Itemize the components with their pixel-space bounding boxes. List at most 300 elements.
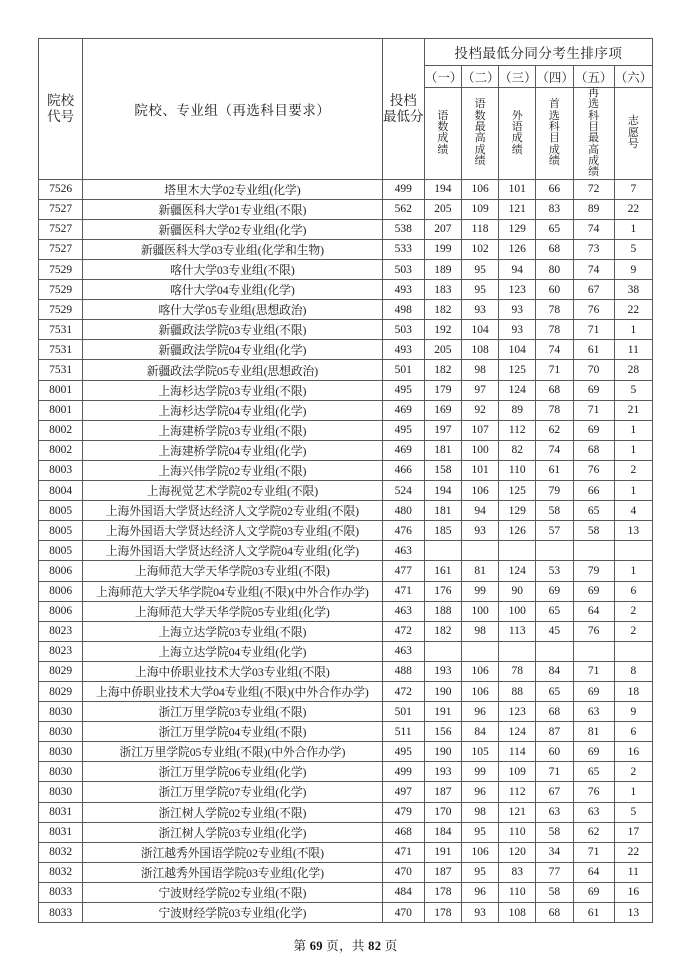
cell-rank-3: 125	[499, 481, 536, 501]
header-rank-label-2	[461, 88, 498, 180]
table-row	[39, 541, 653, 561]
cell-rank-1: 178	[424, 903, 461, 923]
table-row	[39, 581, 653, 601]
cell-rank-2	[461, 641, 498, 661]
cell-min-score: 477	[382, 561, 424, 581]
cell-rank-2: 93	[461, 521, 498, 541]
cell-rank-6: 16	[614, 882, 652, 902]
header-label-char: 愿	[627, 126, 639, 139]
cell-rank-3: 104	[499, 340, 536, 360]
cell-rank-3: 101	[499, 179, 536, 199]
cell-rank-2: 106	[461, 481, 498, 501]
header-rank-label-3	[499, 88, 536, 180]
cell-school-major-group: 喀什大学04专业组(化学)	[83, 280, 382, 300]
cell-school-code: 8029	[39, 681, 83, 701]
cell-rank-5: 66	[573, 481, 614, 501]
cell-rank-2: 92	[461, 400, 498, 420]
cell-rank-1: 205	[424, 340, 461, 360]
table-row	[39, 722, 653, 742]
cell-min-score: 463	[382, 541, 424, 561]
footer-prefix: 第	[293, 939, 307, 953]
cell-rank-2: 109	[461, 199, 498, 219]
cell-school-code: 8003	[39, 460, 83, 480]
header-rank-label-6	[614, 88, 652, 180]
header-row-group	[39, 39, 653, 66]
cell-school-code: 7531	[39, 340, 83, 360]
cell-rank-3: 120	[499, 842, 536, 862]
cell-rank-1: 191	[424, 842, 461, 862]
cell-rank-3: 125	[499, 360, 536, 380]
cell-rank-3: 93	[499, 320, 536, 340]
cell-rank-3: 112	[499, 420, 536, 440]
cell-rank-2	[461, 541, 498, 561]
table-row	[39, 460, 653, 480]
cell-rank-6: 1	[614, 440, 652, 460]
cell-rank-6: 18	[614, 681, 652, 701]
cell-rank-6: 13	[614, 903, 652, 923]
cell-rank-2: 97	[461, 380, 498, 400]
cell-school-code: 7529	[39, 300, 83, 320]
header-rank-num-3: （三）	[499, 66, 536, 88]
cell-rank-3: 88	[499, 681, 536, 701]
cell-rank-4: 78	[536, 300, 573, 320]
cell-rank-5: 62	[573, 822, 614, 842]
cell-rank-4: 74	[536, 440, 573, 460]
cell-school-major-group: 浙江万里学院06专业组(化学)	[83, 762, 382, 782]
cell-rank-4: 68	[536, 702, 573, 722]
cell-school-major-group: 新疆医科大学02专业组(化学)	[83, 219, 382, 239]
header-label-char: 语	[474, 98, 486, 111]
cell-rank-4: 77	[536, 862, 573, 882]
table-row	[39, 380, 653, 400]
table-row	[39, 400, 653, 420]
cell-rank-2: 99	[461, 762, 498, 782]
cell-rank-4: 58	[536, 822, 573, 842]
cell-rank-4: 62	[536, 420, 573, 440]
header-label-char: 选	[588, 98, 600, 111]
cell-school-major-group: 新疆政法学院03专业组(不限)	[83, 320, 382, 340]
cell-rank-5: 58	[573, 521, 614, 541]
cell-rank-6: 4	[614, 501, 652, 521]
cell-min-score: 472	[382, 621, 424, 641]
table-row	[39, 300, 653, 320]
header-label-char: 再	[588, 87, 600, 99]
cell-rank-5: 72	[573, 179, 614, 199]
header-label-char: 成	[588, 154, 600, 167]
cell-rank-1: 197	[424, 420, 461, 440]
table-row	[39, 561, 653, 581]
cell-rank-5	[573, 641, 614, 661]
table-row	[39, 481, 653, 501]
cell-rank-1: 181	[424, 440, 461, 460]
cell-school-code: 8001	[39, 400, 83, 420]
cell-rank-6	[614, 541, 652, 561]
cell-rank-3: 112	[499, 782, 536, 802]
cell-rank-5: 69	[573, 581, 614, 601]
footer-current-page: 69	[309, 939, 323, 953]
cell-rank-1: 161	[424, 561, 461, 581]
header-label-char: 科	[588, 109, 600, 122]
cell-min-score: 468	[382, 822, 424, 842]
cell-rank-6: 13	[614, 521, 652, 541]
cell-rank-1: 179	[424, 380, 461, 400]
cell-rank-4: 74	[536, 340, 573, 360]
cell-rank-3: 123	[499, 280, 536, 300]
cell-rank-5: 76	[573, 460, 614, 480]
cell-school-major-group: 浙江越秀外国语学院02专业组(不限)	[83, 842, 382, 862]
cell-rank-3	[499, 541, 536, 561]
cell-rank-3: 124	[499, 722, 536, 742]
cell-rank-6: 5	[614, 380, 652, 400]
cell-rank-4: 60	[536, 742, 573, 762]
cell-rank-2: 95	[461, 862, 498, 882]
cell-school-code: 8032	[39, 862, 83, 882]
cell-rank-5: 63	[573, 702, 614, 722]
cell-rank-3: 110	[499, 822, 536, 842]
cell-rank-6: 1	[614, 320, 652, 340]
cell-rank-2: 100	[461, 601, 498, 621]
cell-rank-6	[614, 641, 652, 661]
header-min-score-line2: 最低分	[382, 108, 424, 124]
cell-rank-1: 205	[424, 199, 461, 219]
cell-rank-5: 71	[573, 661, 614, 681]
cell-rank-1: 184	[424, 822, 461, 842]
table-row	[39, 601, 653, 621]
cell-rank-6: 11	[614, 862, 652, 882]
cell-rank-5: 79	[573, 561, 614, 581]
table-row	[39, 521, 653, 541]
cell-school-major-group: 浙江万里学院03专业组(不限)	[83, 702, 382, 722]
cell-school-major-group: 新疆政法学院04专业组(化学)	[83, 340, 382, 360]
cell-rank-1: 187	[424, 862, 461, 882]
cell-rank-4: 71	[536, 762, 573, 782]
cell-rank-2: 95	[461, 822, 498, 842]
cell-school-code: 8029	[39, 661, 83, 681]
cell-rank-5: 69	[573, 742, 614, 762]
header-school-code-line2: 代号	[47, 108, 75, 124]
cell-school-code: 7531	[39, 360, 83, 380]
cell-rank-1: 191	[424, 702, 461, 722]
table-row	[39, 661, 653, 681]
cell-rank-6: 11	[614, 340, 652, 360]
cell-school-major-group: 上海视觉艺术学院02专业组(不限)	[83, 481, 382, 501]
header-label-char: 科	[548, 120, 560, 133]
cell-rank-6: 2	[614, 460, 652, 480]
cell-rank-3: 83	[499, 862, 536, 882]
cell-school-major-group: 上海师范大学天华学院04专业组(不限)(中外合作办学)	[83, 581, 382, 601]
table-body	[39, 179, 653, 922]
cell-min-score: 497	[382, 782, 424, 802]
table-row	[39, 320, 653, 340]
cell-rank-1: 193	[424, 762, 461, 782]
cell-school-code: 8031	[39, 802, 83, 822]
cell-rank-5: 89	[573, 199, 614, 219]
cell-school-major-group: 上海建桥学院03专业组(不限)	[83, 420, 382, 440]
cell-school-code: 8006	[39, 601, 83, 621]
cell-min-score: 463	[382, 641, 424, 661]
cell-school-code: 8002	[39, 440, 83, 460]
table-row	[39, 280, 653, 300]
cell-school-major-group: 浙江万里学院04专业组(不限)	[83, 722, 382, 742]
cell-school-major-group: 宁波财经学院02专业组(不限)	[83, 882, 382, 902]
cell-rank-3: 110	[499, 460, 536, 480]
header-label-char: 绩	[437, 143, 449, 156]
cell-rank-6: 6	[614, 722, 652, 742]
table-row	[39, 862, 653, 882]
cell-school-code: 8023	[39, 621, 83, 641]
cell-school-code: 8030	[39, 702, 83, 722]
cell-rank-2: 100	[461, 440, 498, 460]
cell-rank-4: 83	[536, 199, 573, 219]
footer-suffix: 页	[384, 939, 398, 953]
cell-school-code: 8033	[39, 903, 83, 923]
cell-min-score: 479	[382, 802, 424, 822]
cell-rank-1: 183	[424, 280, 461, 300]
header-label-char: 志	[627, 115, 639, 128]
cell-rank-3: 124	[499, 380, 536, 400]
cell-rank-2: 106	[461, 179, 498, 199]
cell-rank-4: 58	[536, 882, 573, 902]
cell-min-score: 466	[382, 460, 424, 480]
header-label-char: 语	[437, 109, 449, 122]
cell-min-score: 488	[382, 661, 424, 681]
header-label-char: 高	[474, 132, 486, 145]
cell-rank-1: 190	[424, 742, 461, 762]
cell-school-major-group: 塔里木大学02专业组(化学)	[83, 179, 382, 199]
cell-rank-5: 81	[573, 722, 614, 742]
cell-rank-5: 69	[573, 681, 614, 701]
cell-rank-5: 64	[573, 601, 614, 621]
header-label-char: 成	[511, 132, 523, 145]
cell-rank-3: 90	[499, 581, 536, 601]
header-rank-label-2-text	[462, 99, 498, 167]
cell-school-code: 8006	[39, 561, 83, 581]
header-rank-group: 投档最低分同分考生排序项	[424, 39, 652, 66]
cell-min-score: 503	[382, 260, 424, 280]
cell-school-major-group: 上海外国语大学贤达经济人文学院02专业组(不限)	[83, 501, 382, 521]
cell-rank-2: 107	[461, 420, 498, 440]
cell-rank-2: 108	[461, 340, 498, 360]
cell-school-code: 8004	[39, 481, 83, 501]
header-label-char: 外	[511, 109, 523, 122]
header-rank-label-1	[424, 88, 461, 180]
table-row	[39, 702, 653, 722]
header-rank-label-1-text	[425, 111, 461, 156]
cell-rank-5: 64	[573, 862, 614, 882]
cell-rank-5: 71	[573, 842, 614, 862]
cell-rank-2: 99	[461, 581, 498, 601]
cell-min-score: 538	[382, 219, 424, 239]
cell-rank-4: 78	[536, 320, 573, 340]
cell-rank-5: 74	[573, 260, 614, 280]
cell-rank-3: 108	[499, 903, 536, 923]
header-rank-label-4-text	[536, 99, 572, 167]
cell-rank-6: 22	[614, 300, 652, 320]
cell-rank-3: 129	[499, 219, 536, 239]
table-row	[39, 822, 653, 842]
cell-rank-2: 98	[461, 360, 498, 380]
cell-school-major-group: 宁波财经学院03专业组(化学)	[83, 903, 382, 923]
cell-school-major-group: 上海中侨职业技术大学04专业组(不限)(中外合作办学)	[83, 681, 382, 701]
table-row	[39, 802, 653, 822]
cell-school-code: 8005	[39, 521, 83, 541]
cell-school-major-group: 上海杉达学院03专业组(不限)	[83, 380, 382, 400]
cell-rank-1	[424, 641, 461, 661]
cell-rank-4: 57	[536, 521, 573, 541]
cell-school-code: 8032	[39, 842, 83, 862]
cell-rank-3: 113	[499, 621, 536, 641]
cell-rank-5: 73	[573, 239, 614, 259]
cell-rank-1: 193	[424, 661, 461, 681]
cell-rank-4: 67	[536, 782, 573, 802]
cell-min-score: 476	[382, 521, 424, 541]
cell-school-code: 8030	[39, 742, 83, 762]
cell-rank-6: 28	[614, 360, 652, 380]
header-label-char: 最	[588, 132, 600, 145]
cell-rank-1: 188	[424, 601, 461, 621]
cell-rank-2: 102	[461, 239, 498, 259]
cell-rank-3: 123	[499, 702, 536, 722]
cell-rank-4: 60	[536, 280, 573, 300]
cell-min-score: 471	[382, 581, 424, 601]
table-row	[39, 239, 653, 259]
cell-rank-1	[424, 541, 461, 561]
cell-school-major-group: 喀什大学03专业组(不限)	[83, 260, 382, 280]
cell-rank-3: 110	[499, 882, 536, 902]
cell-min-score: 493	[382, 280, 424, 300]
cell-min-score: 495	[382, 742, 424, 762]
cell-school-major-group: 浙江万里学院07专业组(化学)	[83, 782, 382, 802]
cell-school-major-group: 上海师范大学天华学院05专业组(化学)	[83, 601, 382, 621]
cell-school-major-group: 上海建桥学院04专业组(化学)	[83, 440, 382, 460]
cell-rank-1: 189	[424, 260, 461, 280]
cell-rank-5: 76	[573, 621, 614, 641]
cell-rank-6: 21	[614, 400, 652, 420]
cell-rank-4: 68	[536, 903, 573, 923]
header-label-char: 目	[588, 120, 600, 133]
cell-rank-2: 96	[461, 882, 498, 902]
cell-school-major-group: 上海立达学院04专业组(化学)	[83, 641, 382, 661]
header-rank-label-5-text	[574, 88, 614, 179]
cell-rank-4: 58	[536, 501, 573, 521]
cell-min-score: 503	[382, 320, 424, 340]
cell-rank-4: 78	[536, 400, 573, 420]
cell-rank-3: 78	[499, 661, 536, 681]
header-rank-label-6-text	[615, 116, 652, 150]
cell-rank-1: 176	[424, 581, 461, 601]
header-rank-num-4: （四）	[536, 66, 573, 88]
cell-rank-2: 96	[461, 782, 498, 802]
cell-rank-5: 74	[573, 219, 614, 239]
cell-school-code: 8001	[39, 380, 83, 400]
cell-rank-4	[536, 641, 573, 661]
cell-rank-4: 45	[536, 621, 573, 641]
cell-rank-6: 5	[614, 239, 652, 259]
cell-rank-1: 169	[424, 400, 461, 420]
cell-school-code: 7527	[39, 199, 83, 219]
cell-rank-2: 94	[461, 501, 498, 521]
header-label-char: 绩	[474, 154, 486, 167]
cell-min-score: 499	[382, 179, 424, 199]
header-rank-num-6: （六）	[614, 66, 652, 88]
cell-school-major-group: 新疆医科大学03专业组(化学和生物)	[83, 239, 382, 259]
header-label-char: 最	[474, 120, 486, 133]
cell-min-score: 470	[382, 903, 424, 923]
cell-school-code: 8005	[39, 541, 83, 561]
cell-rank-1: 190	[424, 681, 461, 701]
cell-rank-6: 17	[614, 822, 652, 842]
cell-rank-6: 9	[614, 260, 652, 280]
cell-rank-3: 109	[499, 762, 536, 782]
table-row	[39, 681, 653, 701]
cell-min-score: 472	[382, 681, 424, 701]
cell-rank-5: 71	[573, 400, 614, 420]
table-row	[39, 179, 653, 199]
cell-rank-3: 124	[499, 561, 536, 581]
cell-rank-3	[499, 641, 536, 661]
header-label-char: 成	[437, 132, 449, 145]
cell-rank-4: 66	[536, 179, 573, 199]
cell-school-code: 7529	[39, 260, 83, 280]
cell-min-score: 493	[382, 340, 424, 360]
cell-rank-1: 194	[424, 481, 461, 501]
cell-school-major-group: 上海杉达学院04专业组(化学)	[83, 400, 382, 420]
cell-rank-1: 207	[424, 219, 461, 239]
cell-rank-6: 38	[614, 280, 652, 300]
cell-rank-6: 2	[614, 601, 652, 621]
cell-rank-6: 22	[614, 842, 652, 862]
cell-rank-1: 170	[424, 802, 461, 822]
cell-school-code: 8031	[39, 822, 83, 842]
cell-rank-3: 93	[499, 300, 536, 320]
header-min-score-line1: 投档	[389, 93, 417, 109]
cell-rank-5: 65	[573, 762, 614, 782]
cell-school-major-group: 上海中侨职业技术大学03专业组(不限)	[83, 661, 382, 681]
cell-school-major-group: 浙江越秀外国语学院03专业组(化学)	[83, 862, 382, 882]
cell-rank-4: 61	[536, 460, 573, 480]
cell-school-major-group: 浙江树人学院02专业组(不限)	[83, 802, 382, 822]
cell-rank-6: 8	[614, 661, 652, 681]
header-school-code-line1: 院校	[47, 93, 75, 109]
cell-school-major-group: 上海兴伟学院02专业组(不限)	[83, 460, 382, 480]
table-row	[39, 621, 653, 641]
cell-rank-6: 5	[614, 802, 652, 822]
cell-rank-3: 82	[499, 440, 536, 460]
cell-school-code: 8030	[39, 782, 83, 802]
cell-min-score: 470	[382, 862, 424, 882]
header-min-score	[382, 39, 424, 180]
cell-rank-2: 106	[461, 661, 498, 681]
cell-min-score: 533	[382, 239, 424, 259]
cell-school-code: 7527	[39, 239, 83, 259]
cell-rank-4: 87	[536, 722, 573, 742]
cell-school-major-group: 上海立达学院03专业组(不限)	[83, 621, 382, 641]
cell-rank-2: 104	[461, 320, 498, 340]
cell-rank-5: 67	[573, 280, 614, 300]
cell-rank-3: 129	[499, 501, 536, 521]
cell-rank-2: 105	[461, 742, 498, 762]
table-row	[39, 260, 653, 280]
table-row	[39, 742, 653, 762]
cell-min-score: 562	[382, 199, 424, 219]
cell-rank-1: 182	[424, 621, 461, 641]
cell-rank-6: 16	[614, 742, 652, 762]
cell-rank-5: 68	[573, 440, 614, 460]
cell-rank-2: 98	[461, 621, 498, 641]
cell-rank-1: 185	[424, 521, 461, 541]
cell-rank-4: 65	[536, 601, 573, 621]
header-label-char: 号	[627, 137, 639, 150]
